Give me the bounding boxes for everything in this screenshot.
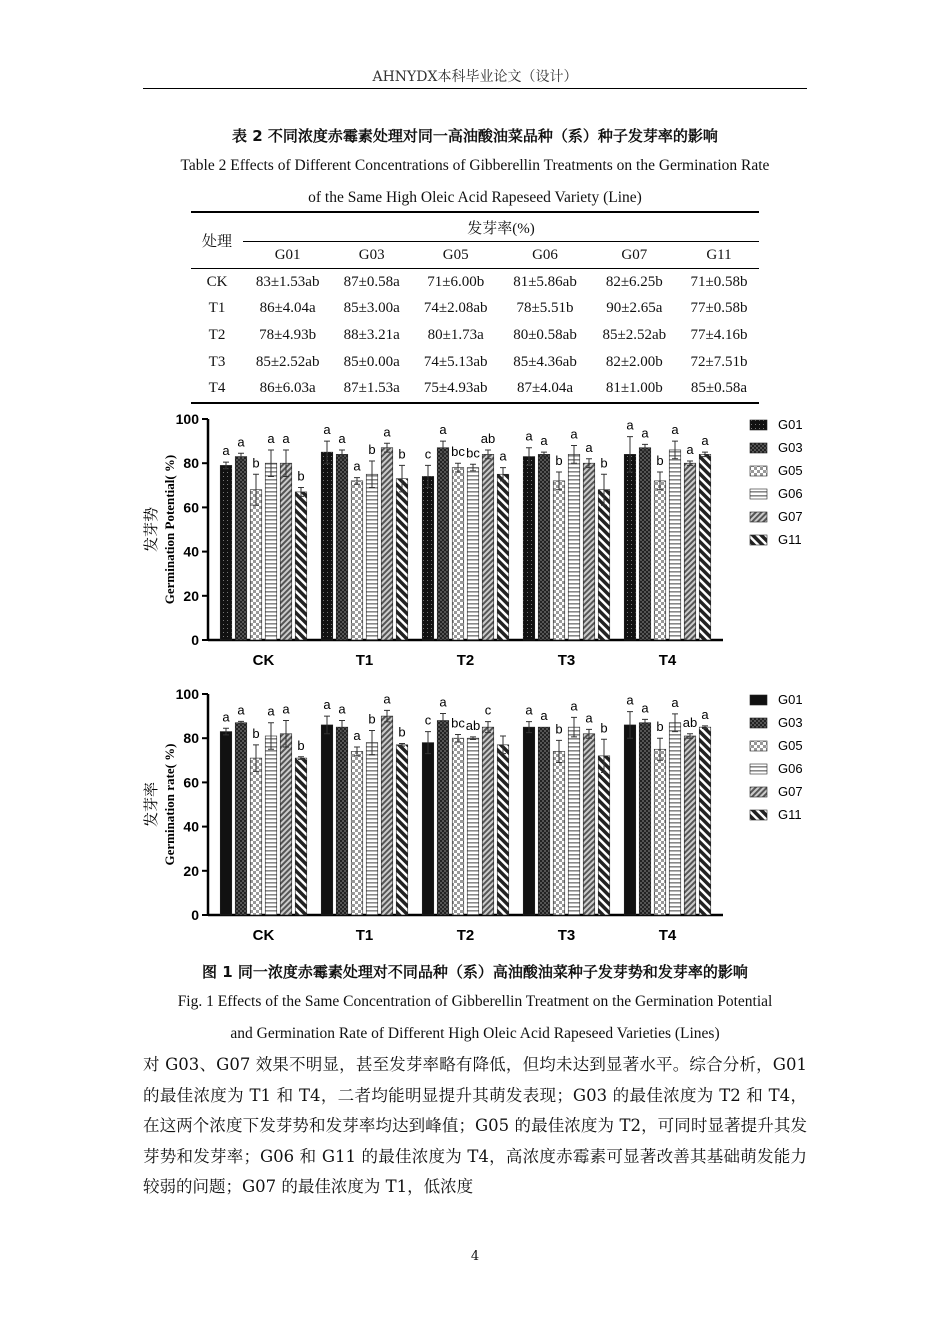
- significance-letter: a: [353, 728, 361, 744]
- table-cell: 78±5.51b: [516, 300, 574, 317]
- table-cell: 90±2.65a: [606, 300, 663, 317]
- bar-g07-ck: [280, 734, 292, 915]
- row-label: T3: [208, 353, 226, 370]
- significance-letter: b: [252, 455, 260, 471]
- bar-g07-t3: [583, 463, 595, 640]
- table-cell: 80±0.58ab: [513, 326, 577, 343]
- significance-letter: a: [338, 430, 346, 446]
- row-label: T1: [208, 300, 226, 317]
- table-cell: 81±1.00b: [590, 375, 679, 403]
- column-header-g11: G11: [679, 242, 759, 269]
- legend-label: G03: [778, 715, 803, 730]
- table-cell: 82±2.00b: [605, 353, 663, 370]
- legend-label: G07: [778, 784, 803, 799]
- significance-letter: c: [424, 446, 432, 462]
- significance-letter: a: [641, 700, 649, 716]
- significance-letter: b: [368, 711, 376, 727]
- y-tick-label: 0: [191, 632, 199, 648]
- significance-letter: ab: [465, 717, 481, 733]
- table-cell: 85±2.52ab: [255, 353, 320, 370]
- legend-swatch: [750, 764, 767, 774]
- x-category-label: T2: [456, 652, 475, 669]
- legend-label: G07: [778, 509, 803, 524]
- group-header: 发芽率(%): [243, 212, 759, 242]
- table-cell: 88±3.21a: [343, 326, 400, 343]
- x-category-label: CK: [252, 652, 275, 669]
- bar-g05-t3: [553, 481, 565, 640]
- table-cell: 74±2.08ab: [423, 300, 488, 317]
- bar-g01-t3: [523, 457, 535, 640]
- y-axis-label-cn: 发芽率: [142, 781, 160, 828]
- bar-g11-t2: [497, 745, 509, 915]
- figure-caption-cn: 图 1 同一浓度赤霉素处理对不同品种（系）高油酸油菜种子发芽势和发芽率的影响: [202, 963, 748, 981]
- legend-swatch: [750, 535, 767, 545]
- table-cell: 87±0.58a: [343, 273, 400, 290]
- table-cell: 86±4.04a: [259, 300, 316, 317]
- significance-letter: a: [540, 433, 548, 449]
- significance-letter: a: [282, 701, 290, 717]
- row-label: CK: [206, 273, 228, 290]
- legend-label: G11: [778, 532, 802, 547]
- bar-g05-t2: [452, 468, 464, 640]
- significance-letter: a: [525, 428, 533, 444]
- bar-g06-t1: [366, 743, 378, 915]
- bar-g07-ck: [280, 463, 292, 640]
- significance-letter: b: [368, 441, 376, 457]
- table-caption-cn: 表 2 不同浓度赤霉素处理对同一高油酸油菜品种（系）种子发芽率的影响: [232, 127, 718, 145]
- row-label: T4: [191, 375, 243, 403]
- significance-letter: b: [600, 720, 608, 736]
- row-header: 处理: [191, 212, 243, 269]
- significance-letter: a: [323, 697, 331, 713]
- significance-letter: a: [540, 708, 548, 724]
- significance-letter: b: [252, 725, 260, 741]
- bar-g11-t2: [497, 474, 509, 640]
- significance-letter: a: [439, 422, 447, 438]
- table-row: [191, 296, 759, 323]
- significance-letter: a: [499, 448, 507, 464]
- x-category-label: T1: [355, 927, 374, 944]
- bar-g01-t2: [422, 743, 434, 915]
- table-cell: 87±4.04a: [500, 375, 589, 403]
- table-cell: 81±5.86ab: [513, 273, 577, 290]
- column-header-g03: G03: [332, 242, 411, 269]
- bar-g03-t4: [639, 723, 651, 915]
- bar-g07-t3: [583, 734, 595, 915]
- table-cell: 71±0.58b: [690, 273, 748, 290]
- bar-g07-t4: [684, 463, 696, 640]
- x-category-label: T3: [557, 927, 576, 944]
- legend-label: G01: [778, 417, 803, 432]
- bar-g03-t2: [437, 448, 449, 640]
- table-cell: 85±4.36ab: [513, 353, 577, 370]
- table-row: [191, 322, 759, 349]
- y-tick-label: 0: [191, 907, 199, 923]
- bar-g06-t1: [366, 474, 378, 640]
- bar-g05-t4: [654, 749, 666, 915]
- bar-g06-t4: [669, 723, 681, 915]
- bar-g11-t4: [699, 727, 711, 915]
- significance-letter: b: [398, 724, 406, 740]
- table-cell: 85±0.58a: [679, 375, 759, 403]
- significance-letter: a: [671, 694, 679, 710]
- significance-letter: c: [484, 702, 492, 718]
- legend-label: G03: [778, 440, 803, 455]
- y-axis-label-cn: 发芽势: [142, 506, 160, 553]
- bar-g05-t1: [351, 751, 363, 915]
- significance-letter: a: [383, 691, 391, 707]
- significance-letter: a: [585, 439, 593, 455]
- bar-g06-t2: [467, 468, 479, 640]
- legend-swatch: [750, 466, 767, 476]
- bar-g07-t2: [482, 454, 494, 640]
- table-cell: 71±6.00b: [427, 273, 485, 290]
- germination-potential-chart: [130, 407, 830, 677]
- significance-letter: a: [570, 426, 578, 442]
- germination-potential-svg: [130, 407, 830, 677]
- bar-g11-t4: [699, 454, 711, 640]
- legend-swatch: [750, 489, 767, 499]
- significance-letter: a: [237, 434, 245, 450]
- bar-g01-t4: [624, 454, 636, 640]
- column-header-g01: G01: [243, 242, 332, 269]
- significance-letter: b: [398, 446, 406, 462]
- figure-caption-en-line2: and Germination Rate of Different High Oleic Acid Rapeseed Varieties (Lines): [230, 1025, 720, 1042]
- bar-g05-ck: [250, 758, 262, 915]
- table-cell: 85±3.00a: [343, 300, 400, 317]
- y-tick-label: 40: [183, 543, 199, 560]
- legend-swatch: [750, 718, 767, 728]
- bar-g11-t1: [396, 479, 408, 640]
- table-row: [191, 349, 759, 376]
- legend-swatch: [750, 787, 767, 797]
- bar-g11-t3: [598, 756, 610, 915]
- bar-g03-ck: [235, 457, 247, 640]
- significance-letter: b: [555, 721, 563, 737]
- table-cell: 77±4.16b: [690, 326, 748, 343]
- y-tick-label: 80: [183, 455, 199, 472]
- significance-letter: a: [641, 425, 649, 441]
- significance-letter: a: [525, 702, 533, 718]
- y-tick-label: 20: [183, 862, 199, 879]
- bar-g11-t1: [396, 745, 408, 915]
- bar-g07-t1: [381, 448, 393, 640]
- y-tick-label: 60: [183, 774, 199, 791]
- significance-letter: a: [222, 443, 230, 459]
- bar-g01-ck: [220, 465, 232, 640]
- legend-swatch: [750, 420, 767, 430]
- x-category-label: CK: [252, 927, 275, 944]
- legend-label: G05: [778, 738, 803, 753]
- significance-letter: a: [383, 424, 391, 440]
- table-caption-en-line1: Table 2 Effects of Different Concentrations of Gibberellin Treatments on the Germination Rate: [180, 157, 770, 174]
- y-tick-label: 20: [183, 587, 199, 604]
- bar-g05-ck: [250, 490, 262, 640]
- bar-g03-t1: [336, 727, 348, 915]
- y-axis-label-en: Germination rate( %): [162, 743, 177, 866]
- x-category-label: T4: [658, 652, 677, 669]
- legend-label: G05: [778, 463, 803, 478]
- significance-letter: a: [237, 702, 245, 718]
- y-tick-label: 100: [175, 686, 199, 702]
- figure-caption-en-line1: Fig. 1 Effects of the Same Concentration of Gibberellin Treatment on the Germination Potential: [177, 993, 773, 1010]
- y-tick-label: 40: [183, 818, 199, 835]
- bar-g03-t4: [639, 448, 651, 640]
- germination-rate-svg: [130, 682, 830, 952]
- significance-letter: a: [701, 433, 709, 449]
- bar-g07-t1: [381, 716, 393, 915]
- bar-g06-t3: [568, 454, 580, 640]
- bar-g06-t3: [568, 727, 580, 915]
- table-cell: 80±1.73a: [427, 326, 484, 343]
- table-row: [191, 269, 759, 296]
- legend-swatch: [750, 512, 767, 522]
- bar-g11-t3: [598, 490, 610, 640]
- bar-g05-t3: [553, 751, 565, 915]
- body-paragraph: 对 G03、G07 效果不明显，甚至发芽率略有降低，但均未达到显著水平。综合分析，G01 的最佳浓度为 T1 和 T4，二者均能明显提升其萌发表现；G03 的最佳浓度为 T2 和 T4，在这两个浓度下发芽势和发芽率均达到峰值；G05 的最佳浓度为 T2，可同时显著提升其发芽势和发芽率；G06 和 G11 的最佳浓度为 T4，高浓度赤霉素可显著改善其基础萌发能力较弱的问题；G07 的最佳浓度为 T1，低浓度: [143, 1055, 807, 1196]
- bar-g05-t2: [452, 738, 464, 915]
- x-category-label: T2: [456, 927, 475, 944]
- significance-letter: bc: [451, 444, 465, 460]
- significance-letter: b: [600, 455, 608, 471]
- table-row: [191, 375, 759, 403]
- table-cell: 82±6.25b: [605, 273, 663, 290]
- table-cell: 77±0.58b: [690, 300, 748, 317]
- column-header-g05: G05: [411, 242, 500, 269]
- significance-letter: c: [424, 712, 432, 728]
- table-cell: 85±2.52ab: [602, 326, 667, 343]
- bar-g06-t4: [669, 450, 681, 640]
- significance-letter: a: [626, 417, 634, 433]
- x-category-label: T3: [557, 652, 576, 669]
- significance-letter: a: [338, 701, 346, 717]
- table-cell: 86±6.03a: [243, 375, 332, 403]
- significance-letter: a: [282, 430, 290, 446]
- table-cell: 78±4.93b: [259, 326, 317, 343]
- table-cell: 75±4.93ab: [411, 375, 500, 403]
- significance-letter: ab: [480, 430, 496, 446]
- germination-rate-chart: [130, 682, 830, 952]
- bar-g07-t2: [482, 727, 494, 915]
- legend-label: G06: [778, 761, 803, 776]
- significance-letter: b: [297, 737, 305, 753]
- column-header-g06: G06: [500, 242, 589, 269]
- x-category-label: T1: [355, 652, 374, 669]
- significance-letter: b: [656, 453, 664, 469]
- significance-letter: a: [585, 710, 593, 726]
- page-number: 4: [470, 1249, 480, 1264]
- bar-g01-t4: [624, 725, 636, 915]
- bar-g03-t1: [336, 454, 348, 640]
- significance-letter: a: [222, 709, 230, 725]
- legend-swatch: [750, 695, 767, 705]
- x-category-label: T4: [658, 927, 677, 944]
- table-cell: 74±5.13ab: [423, 353, 488, 370]
- legend-label: G06: [778, 486, 803, 501]
- bar-g01-t1: [321, 725, 333, 915]
- y-axis-label-en: Germination Potential( %): [162, 454, 177, 605]
- page-header: AHNYDX本科毕业论文（设计）: [372, 69, 578, 85]
- significance-letter: a: [267, 703, 275, 719]
- significance-letter: a: [570, 698, 578, 714]
- significance-letter: a: [323, 422, 331, 438]
- table-cell: 72±7.51b: [690, 353, 748, 370]
- germination-table: [191, 211, 759, 404]
- legend-swatch: [750, 741, 767, 751]
- table-cell: 87±1.53a: [332, 375, 411, 403]
- header-rule: [143, 88, 807, 89]
- bar-g01-t3: [523, 727, 535, 915]
- bar-g05-t1: [351, 481, 363, 640]
- column-header-g07: G07: [590, 242, 679, 269]
- bar-g01-t2: [422, 476, 434, 640]
- significance-letter: bc: [451, 715, 465, 731]
- bar-g11-ck: [295, 758, 307, 915]
- significance-letter: a: [626, 692, 634, 708]
- table-caption-en-line2: of the Same High Oleic Acid Rapeseed Variety (Line): [308, 189, 642, 206]
- significance-letter: b: [555, 453, 563, 469]
- significance-letter: a: [353, 458, 361, 474]
- y-tick-label: 80: [183, 730, 199, 747]
- table-cell: 85±0.00a: [343, 353, 400, 370]
- legend-swatch: [750, 810, 767, 820]
- significance-letter: a: [701, 706, 709, 722]
- row-label: T2: [208, 326, 226, 343]
- bar-g06-ck: [265, 736, 277, 915]
- bar-g05-t4: [654, 481, 666, 640]
- significance-letter: ab: [682, 714, 698, 730]
- legend-label: G01: [778, 692, 803, 707]
- bar-g01-ck: [220, 732, 232, 915]
- bar-g03-ck: [235, 723, 247, 915]
- table-cell: 83±1.53ab: [255, 273, 320, 290]
- significance-letter: bc: [466, 445, 480, 461]
- significance-letter: a: [686, 441, 694, 457]
- y-tick-label: 100: [175, 411, 199, 427]
- bar-g03-t3: [538, 454, 550, 640]
- bar-g03-t3: [538, 727, 550, 915]
- legend-swatch: [750, 443, 767, 453]
- significance-letter: a: [671, 422, 679, 438]
- significance-letter: b: [656, 719, 664, 735]
- bar-g06-ck: [265, 463, 277, 640]
- bar-g11-ck: [295, 492, 307, 640]
- bar-g07-t4: [684, 736, 696, 915]
- significance-letter: b: [297, 468, 305, 484]
- legend-label: G11: [778, 807, 802, 822]
- bar-g06-t2: [467, 738, 479, 915]
- bar-g01-t1: [321, 452, 333, 640]
- significance-letter: a: [439, 694, 447, 710]
- significance-letter: a: [267, 430, 275, 446]
- bar-g03-t2: [437, 721, 449, 915]
- y-tick-label: 60: [183, 499, 199, 516]
